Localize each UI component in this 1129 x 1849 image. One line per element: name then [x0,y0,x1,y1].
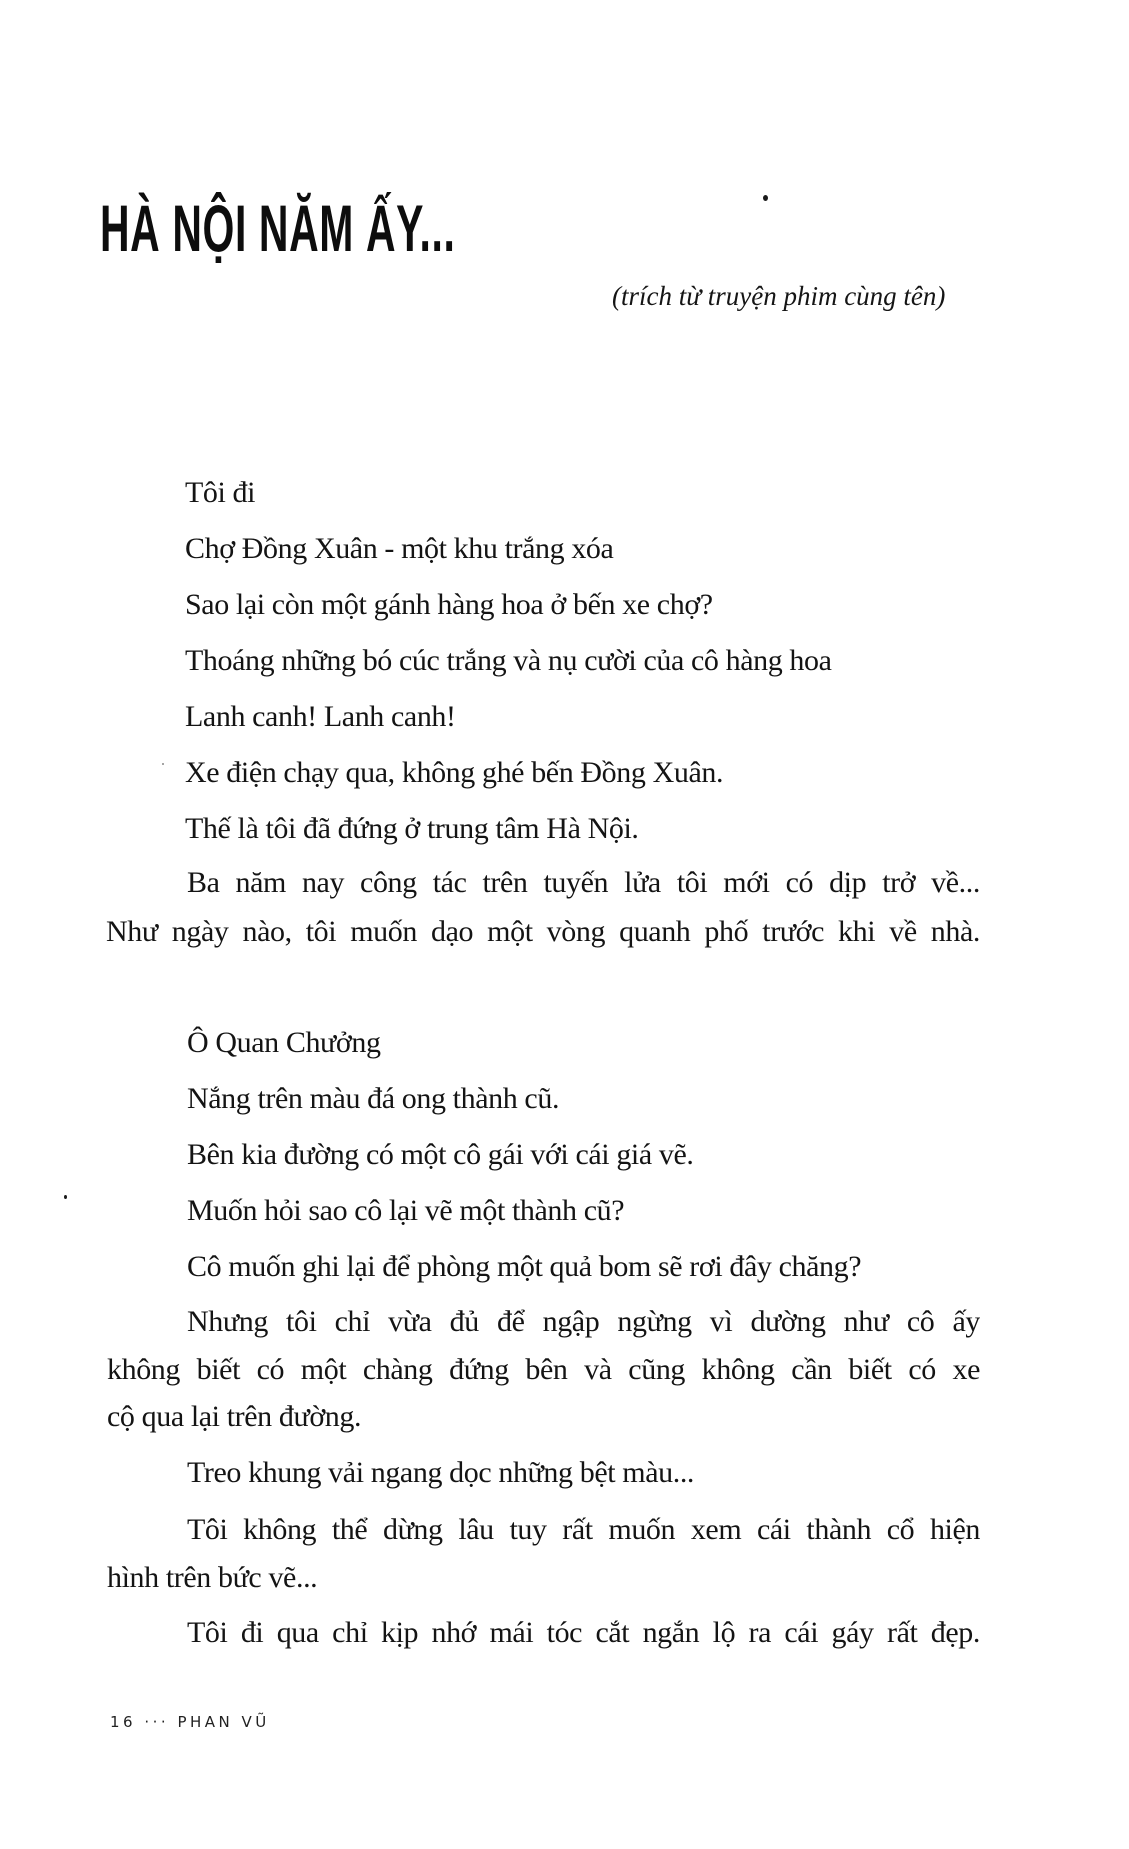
paragraph-line: cộ qua lại trên đường. [107,1400,362,1433]
poem-line: Lanh canh! Lanh canh! [185,700,456,733]
paragraph-line: Như ngày nào, tôi muốn dạo một vòng quanh phố trước khi về nhà. [106,915,980,948]
paragraph-line: không biết có một chàng đứng bên và cũng không cần biết có xe [107,1353,980,1386]
chapter-subtitle: (trích từ truyện phim cùng tên) [612,281,946,311]
page-number: 16 [110,1713,137,1731]
paragraph-line: Ba năm nay công tác trên tuyến lửa tôi mới có dịp trở về... [187,866,980,899]
scan-speck [162,763,164,765]
poem-line: Chợ Đồng Xuân - một khu trắng xóa [185,532,614,565]
paragraph-line: Tôi đi qua chỉ kịp nhớ mái tóc cắt ngắn lộ ra cái gáy rất đẹp. [187,1616,980,1649]
poem-line: Bên kia đường có một cô gái với cái giá vẽ. [187,1138,694,1171]
chapter-title: HÀ NỘI NĂM ẤY... [100,191,456,265]
poem-line: Sao lại còn một gánh hàng hoa ở bến xe chợ? [185,588,713,621]
poem-line: Muốn hỏi sao cô lại vẽ một thành cũ? [187,1194,625,1227]
poem-line: Nắng trên màu đá ong thành cũ. [187,1082,560,1115]
paragraph-line: Tôi không thể dừng lâu tuy rất muốn xem cái thành cổ hiện [187,1513,980,1546]
paragraph-line: Treo khung vải ngang dọc những bệt màu... [187,1456,695,1489]
paragraph-line: Nhưng tôi chỉ vừa đủ để ngập ngừng vì dường như cô ấy [187,1305,980,1338]
footer-separator: ··· [144,1713,170,1731]
poem-line: Cô muốn ghi lại để phòng một quả bom sẽ rơi đây chăng? [187,1250,862,1283]
poem-line: Tôi đi [185,476,256,509]
poem-line: Xe điện chạy qua, không ghé bến Đồng Xuân. [185,756,724,789]
scan-speck [763,195,768,201]
author-name: PHAN VŨ [177,1713,270,1731]
page-footer [110,1711,270,1733]
poem-line: Thế là tôi đã đứng ở trung tâm Hà Nội. [185,812,639,845]
paragraph-line: hình trên bức vẽ... [107,1561,318,1594]
scan-speck [64,1195,67,1199]
poem-line: Thoáng những bó cúc trắng và nụ cười của cô hàng hoa [185,644,832,677]
poem-line: Ô Quan Chưởng [187,1026,381,1059]
